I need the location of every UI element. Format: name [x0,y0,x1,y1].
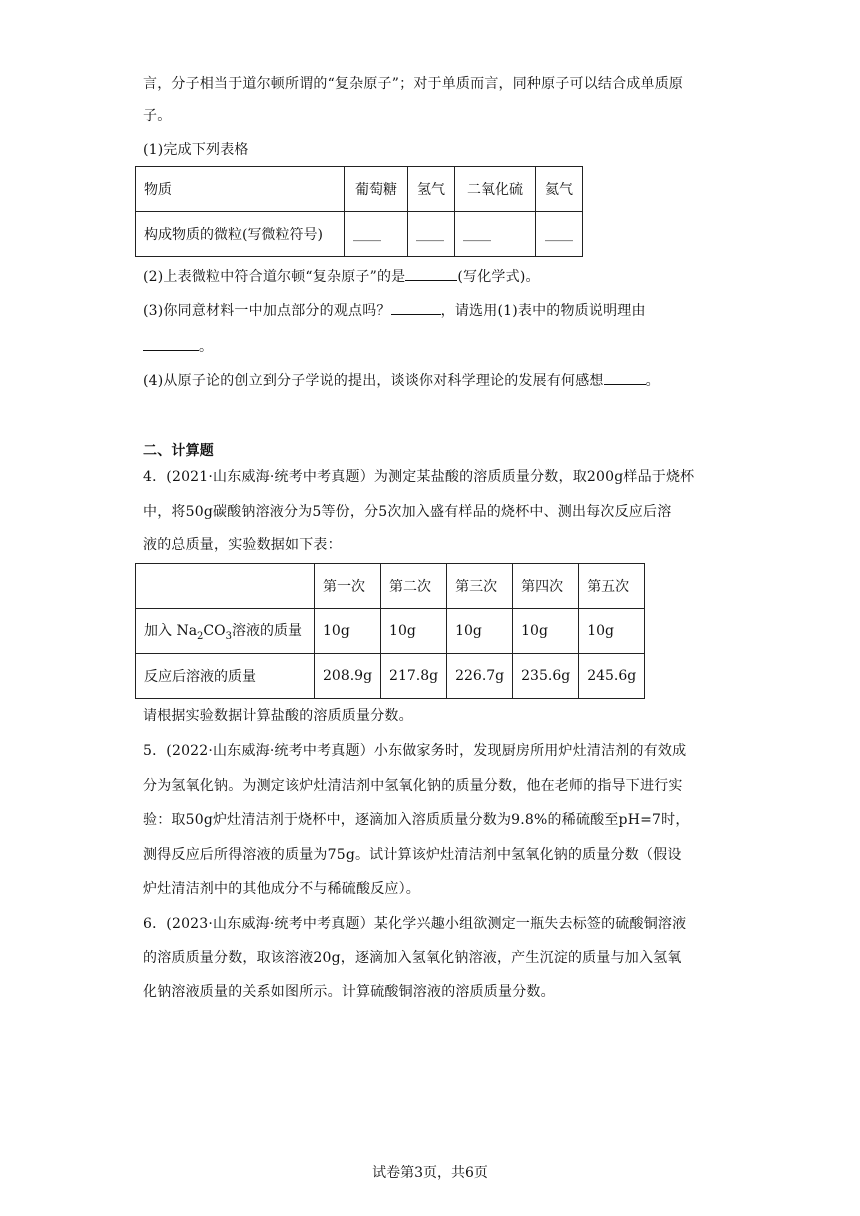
q5-line-4: 测得反应后所得溶液的质量为75g。试计算该炉灶清洁剂中氢氧化钠的质量分数（假设 [143,847,682,863]
q4-line-1: 4．(2021·山东威海·统考中考真题）为测定某盐酸的溶质质量分数，取200g样品于烧杯 [143,469,695,485]
table-header: 第一次 [315,564,381,609]
table-cell: 226.7g [447,654,513,699]
table-cell: 10g [315,609,381,654]
q3-part2 [143,266,723,287]
answer-blank[interactable]: ____ [455,212,536,257]
answer-blank[interactable] [405,266,457,281]
q5-line-5: 炉灶清洁剂中的其他成分不与稀硫酸反应）。 [143,881,420,897]
section-title: 二、计算题 [143,443,214,459]
table-cell: 10g [579,609,645,654]
table-row-label: 构成物质的微粒(写微粒符号) [136,212,345,257]
intro-line-1: 言，分子相当于道尔顿所谓的“复杂原子”；对于单质而言，同种原子可以结合成单质原 [143,76,684,92]
q6-line-3: 化钠溶液质量的关系如图所示。计算硫酸铜溶液的溶质质量分数。 [143,984,555,1000]
table-header: 第五次 [579,564,645,609]
q3-part3-cont [143,336,723,357]
table-row [136,564,645,609]
table-header: 第三次 [447,564,513,609]
q4-after: 请根据实验数据计算盐酸的溶质质量分数。 [143,708,413,724]
table-row [136,212,583,257]
table-cell: 氦气 [536,167,583,212]
q3-part1: (1)完成下列表格 [143,142,249,158]
table-cell: 10g [447,609,513,654]
q6-line-1: 6．(2023·山东威海·统考中考真题）某化学兴趣小组欲测定一瓶失去标签的硫酸铜溶液 [143,916,687,932]
page-footer: 试卷第3页，共6页 [372,1165,488,1181]
q3-part4-end: 。 [645,373,660,389]
q4-line-3: 液的总质量，实验数据如下表： [143,537,342,553]
answer-blank[interactable]: ____ [408,212,455,257]
q3-part3-end: 。 [199,339,214,355]
particle-table [135,166,583,257]
experiment-table [135,563,645,699]
q3-part3 [143,300,723,321]
answer-blank[interactable] [391,300,441,315]
table-header: 第四次 [513,564,579,609]
answer-blank[interactable]: ____ [536,212,583,257]
table-row-label: 反应后溶液的质量 [136,654,315,699]
table-row [136,609,645,654]
q3-part2-text: (2)上表微粒中符合道尔顿“复杂原子”的是 [143,269,406,285]
table-row [136,654,645,699]
table-cell: 217.8g [381,654,447,699]
q5-line-1: 5．(2022·山东威海·统考中考真题）小东做家务时，发现厨房所用炉灶清洁剂的有效成 [143,743,687,759]
answer-blank[interactable] [143,336,199,351]
intro-line-2: 子。 [143,108,172,124]
q4-line-2: 中，将50g碳酸钠溶液分为5等份，分5次加入盛有样品的烧杯中、测出每次反应后溶 [143,504,672,520]
q5-line-2: 分为氢氧化钠。为测定该炉灶清洁剂中氢氧化钠的质量分数，他在老师的指导下进行实 [143,778,683,794]
table-header: 第二次 [381,564,447,609]
table-corner [136,564,315,609]
answer-blank[interactable]: ____ [345,212,408,257]
q3-part3-text: (3)你同意材料一中加点部分的观点吗？ [143,303,391,319]
table-cell: 245.6g [579,654,645,699]
q3-part4 [143,370,723,391]
table-row [136,167,583,212]
table-cell: 208.9g [315,654,381,699]
table-cell: 葡萄糖 [345,167,408,212]
answer-blank[interactable] [604,370,646,385]
table-cell: 二氧化硫 [455,167,536,212]
q3-part4-text: (4)从原子论的创立到分子学说的提出，谈谈你对科学理论的发展有何感想 [143,373,604,389]
table-row-label: 加入 $Na_2CO_3$溶液的质量 [136,609,315,654]
table-cell: 10g [381,609,447,654]
q5-line-3: 验：取50g炉灶清洁剂于烧杯中，逐滴加入溶质质量分数为9.8%的稀硫酸至pH=7时， [143,812,690,828]
table-cell: 235.6g [513,654,579,699]
table-cell: 10g [513,609,579,654]
table-cell: 氢气 [408,167,455,212]
q3-part2-suffix: (写化学式)。 [457,269,540,285]
q3-part3-suffix: ，请选用(1)表中的物质说明理由 [440,303,646,319]
q6-line-2: 的溶质质量分数，取该溶液20g，逐滴加入氢氧化钠溶液，产生沉淀的质量与加入氢氧 [143,950,682,966]
table-header-label: 物质 [136,167,345,212]
